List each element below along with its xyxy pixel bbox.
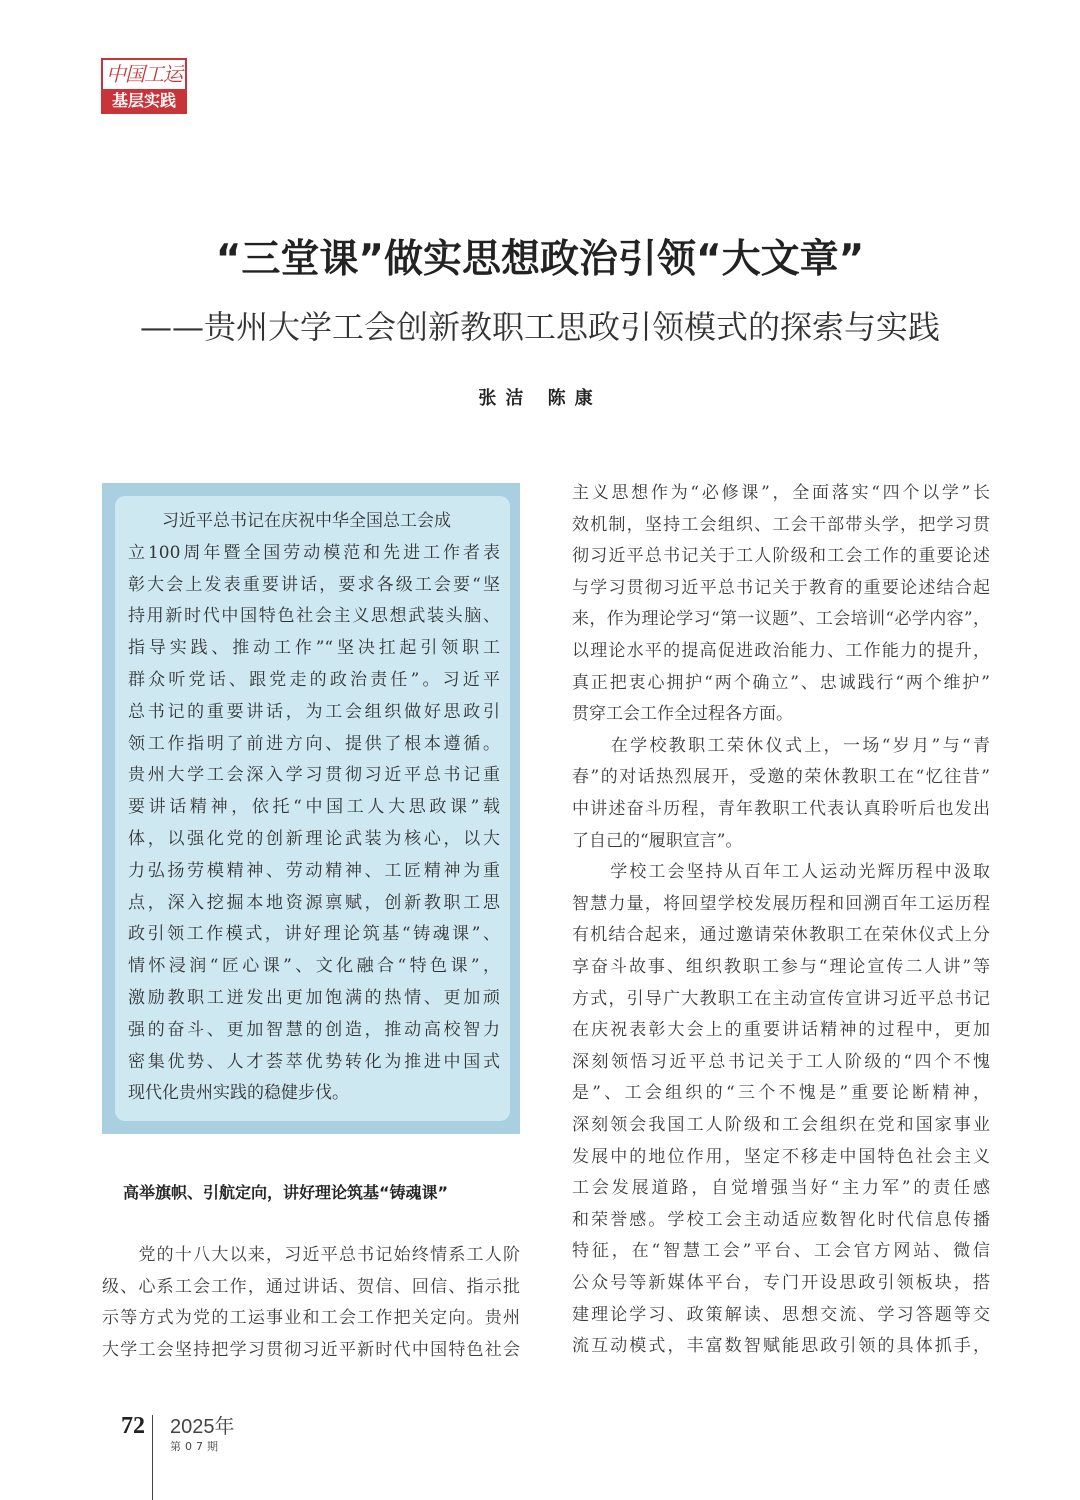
text-line: 群众听党话、跟党走的政治责任”。习近平 bbox=[128, 670, 500, 690]
text-line: 和荣誉感。学校工会主动适应数智化时代信息传播 bbox=[572, 1209, 990, 1230]
text-line: 指导实践、推动工作”“坚决扛起引领职工 bbox=[128, 638, 500, 659]
text-line: 示等方式为党的工运事业和工会工作把关定向。贵州 bbox=[102, 1308, 520, 1329]
text-line: 建理论学习、政策解读、思想交流、学习答题等交 bbox=[572, 1304, 990, 1325]
text-line: 习近平总书记在庆祝中华全国总工会成 bbox=[128, 511, 451, 531]
page-number: 72 bbox=[121, 1413, 145, 1439]
text-line: 特征，在“智慧工会”平台、工会官方网站、微信 bbox=[572, 1241, 990, 1262]
text-line: 效机制，坚持工会组织、工会干部带头学，把学习贯 bbox=[572, 514, 990, 535]
text-line: 有机结合起来，通过邀请荣休教职工在荣休仪式上分 bbox=[572, 925, 990, 946]
text-line: 体，以强化党的创新理论武装为核心，以大 bbox=[128, 829, 500, 849]
text-line: 享奋斗故事、组织教职工参与“理论宣传二人讲”等 bbox=[572, 957, 990, 977]
issue-year: 2025年 bbox=[170, 1416, 235, 1438]
text-line: 发展中的地位作用，坚定不移走中国特色社会主义 bbox=[572, 1146, 990, 1167]
text-line: 来，作为理论学习“第一议题”、工会培训“必学内容”， bbox=[572, 609, 990, 630]
text-line: 春”的对话热烈展开，受邀的荣休教职工在“忆往昔” bbox=[572, 767, 990, 788]
text-line: 在庆祝表彰大会上的重要讲话精神的过程中，更加 bbox=[572, 1020, 990, 1041]
magazine-logo bbox=[101, 58, 187, 114]
text-line: 深刻领会我国工人阶级和工会组织在党和国家事业 bbox=[572, 1115, 990, 1135]
article-authors: 张洁 陈康 bbox=[478, 388, 602, 409]
section-heading: 高举旗帜、引航定向，讲好理论筑基“铸魂课” bbox=[123, 1183, 449, 1202]
text-line: 在学校教职工荣休仪式上，一场“岁月”与“青 bbox=[572, 735, 990, 756]
text-line: 总书记的重要讲话，为工会组织做好思政引 bbox=[128, 701, 500, 722]
text-line: 点，深入挖掘本地资源禀赋，创新教职工思 bbox=[128, 892, 500, 913]
text-line: 强的奋斗、更加智慧的创造，推动高校智力 bbox=[128, 1019, 500, 1040]
text-line: 方式，引导广大教职工在主动宣传宣讲习近平总书记 bbox=[572, 988, 990, 1009]
text-line: 政引领工作模式，讲好理论筑基“铸魂课”、 bbox=[128, 924, 500, 945]
text-line: 力弘扬劳模精神、劳动精神、工匠精神为重 bbox=[128, 860, 500, 881]
logo-section: 基层实践 bbox=[103, 89, 185, 112]
text-line: 以理论水平的提高促进政治能力、工作能力的提升， bbox=[572, 641, 990, 661]
text-line: 党的十八大以来，习近平总书记始终情系工人阶 bbox=[102, 1245, 520, 1265]
footer-divider bbox=[152, 1415, 153, 1500]
text-line: 流互动模式，丰富数智赋能思政引领的具体抓手， bbox=[572, 1336, 990, 1357]
text-line: 智慧力量，将回望学校发展历程和回溯百年工运历程 bbox=[572, 893, 990, 914]
text-line: 与学习贯彻习近平总书记关于教育的重要论述结合起 bbox=[572, 577, 990, 598]
issue-number: 第07期 bbox=[170, 1440, 222, 1453]
text-line: 真正把衷心拥护“两个确立”、忠诚践行“两个维护” bbox=[572, 672, 990, 693]
text-line: 持用新时代中国特色社会主义思想武装头脑、 bbox=[128, 606, 500, 627]
text-line: 密集优势、人才荟萃优势转化为推进中国式 bbox=[128, 1051, 500, 1072]
text-line: 彻习近平总书记关于工人阶级和工会工作的重要论述 bbox=[572, 546, 990, 567]
text-line: 彰大会上发表重要讲话，要求各级工会要“坚 bbox=[128, 574, 500, 595]
text-line: 了自己的“履职宣言”。 bbox=[572, 830, 743, 851]
text-line: 工会发展道路，自觉增强当好“主力军”的责任感 bbox=[572, 1178, 990, 1199]
text-line: 中讲述奋斗历程，青年教职工代表认真聆听后也发出 bbox=[572, 799, 990, 819]
text-line: 学校工会坚持从百年工人运动光辉历程中汲取 bbox=[572, 862, 990, 883]
text-line: 深刻领悟习近平总书记关于工人阶级的“四个不愧 bbox=[572, 1051, 990, 1072]
text-line: 级、心系工会工作，通过讲话、贺信、回信、指示批 bbox=[102, 1276, 520, 1297]
text-line: 立100周年暨全国劳动模范和先进工作者表 bbox=[128, 542, 500, 563]
text-line: 情怀浸润“匠心课”、文化融合“特色课”， bbox=[128, 956, 500, 977]
text-line: 贵州大学工会深入学习贯彻习近平总书记重 bbox=[128, 765, 500, 786]
text-line: 是”、工会组织的“三个不愧是”重要论断精神， bbox=[572, 1083, 990, 1104]
text-line: 公众号等新媒体平台，专门开设思政引领板块，搭 bbox=[572, 1273, 990, 1293]
text-line: 领工作指明了前进方向、提供了根本遵循。 bbox=[128, 733, 500, 754]
text-line: 要讲话精神，依托“中国工人大思政课”载 bbox=[128, 797, 500, 818]
text-line: 大学工会坚持把学习贯彻习近平新时代中国特色社会 bbox=[102, 1340, 520, 1361]
text-line: 现代化贵州实践的稳健步伐。 bbox=[128, 1083, 349, 1104]
article-title: “三堂课”做实思想政治引领“大文章” bbox=[215, 237, 865, 282]
text-line: 贯穿工会工作全过程各方面。 bbox=[572, 704, 793, 725]
article-subtitle: ——贵州大学工会创新教职工思政引领模式的探索与实践 bbox=[139, 308, 940, 346]
text-line: 激励教职工迸发出更加饱满的热情、更加顽 bbox=[128, 988, 500, 1008]
text-line: 主义思想作为“必修课”，全面落实“四个以学”长 bbox=[572, 483, 990, 503]
logo-title: 中国工运 bbox=[106, 62, 182, 86]
